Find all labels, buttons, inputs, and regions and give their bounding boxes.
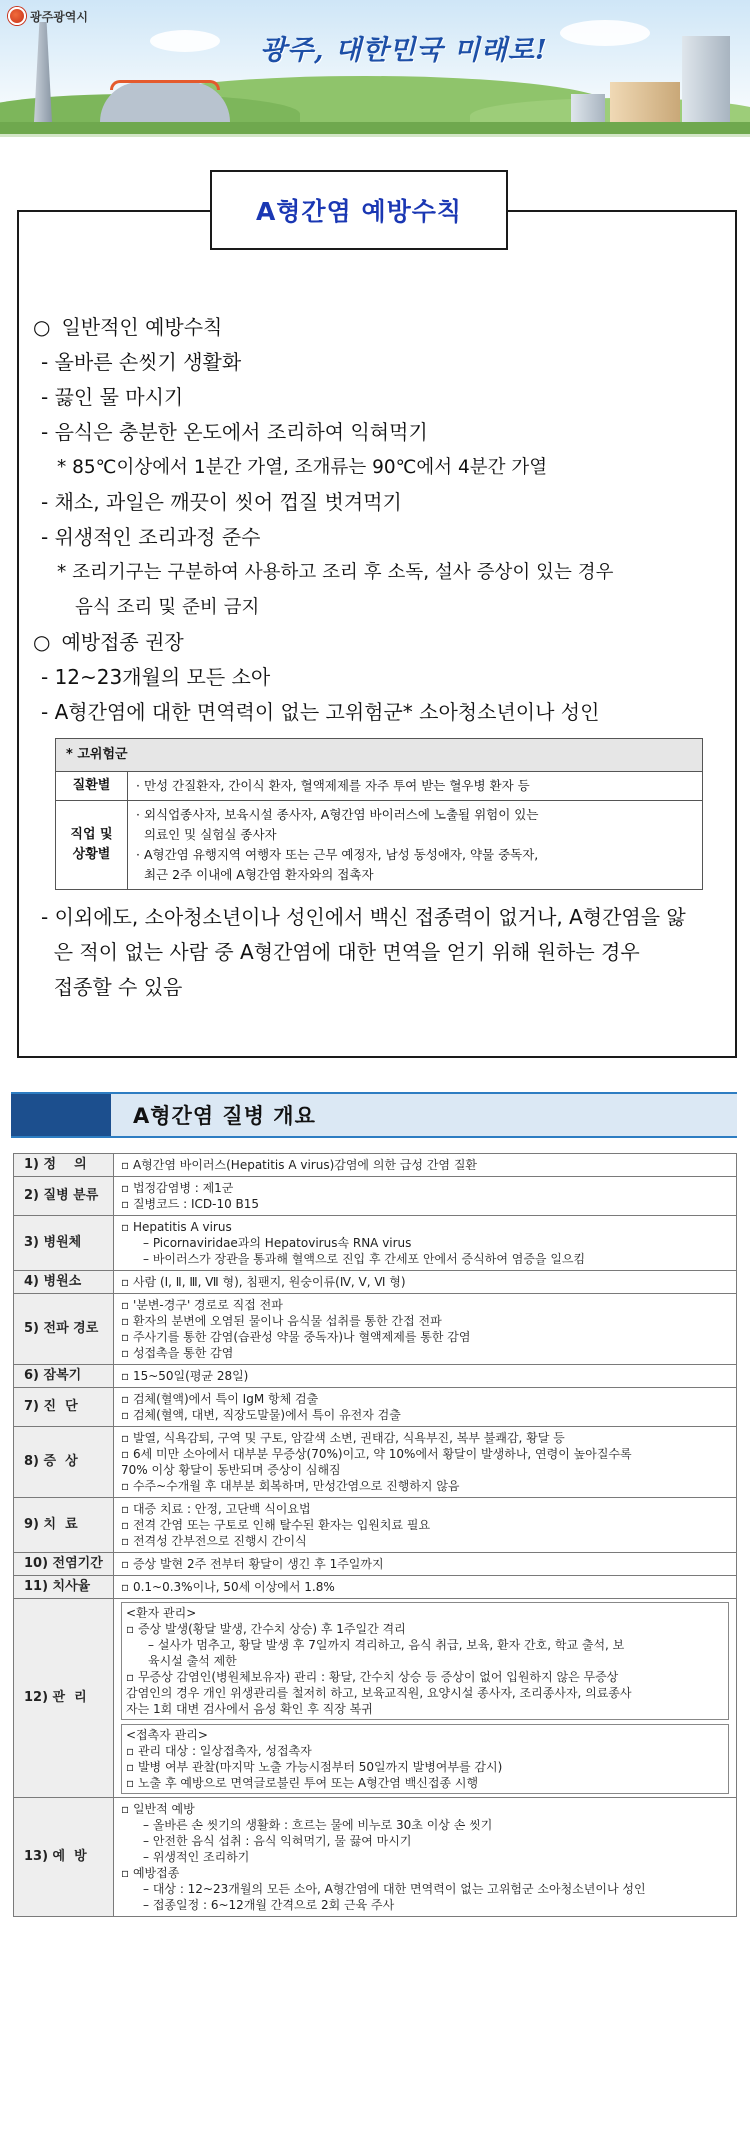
general-item: * 조리기구는 구분하여 사용하고 조리 후 소독, 설사 증상이 있는 경우 (57, 562, 614, 583)
overview-row (14, 1498, 737, 1553)
risk-row-disease (56, 772, 703, 801)
vaccine-item: - 12~23개월의 모든 소아 (41, 665, 271, 689)
overview-title: A형간염 질병 개요 (133, 1104, 316, 1128)
city-logo-text: 광주광역시 (30, 9, 88, 24)
city-logo[interactable] (8, 7, 88, 25)
ground-shape (0, 122, 750, 134)
overview-line: – 위생적인 조리하기 (143, 1850, 250, 1864)
overview-line: – 대상 : 12~23개월의 모든 소아, A형간염에 대한 면역력이 없는 고위험군 소아청소년이나 성인 (143, 1882, 646, 1896)
overview-line: ▫ '분변-경구' 경로로 직접 전파 (121, 1298, 283, 1312)
overview-title-bar (11, 1092, 737, 1138)
overview-line: ▫ 관리 대상 : 일상접촉자, 성접촉자 (126, 1744, 312, 1758)
overview-line: ▫ 사람 (Ⅰ, Ⅱ, Ⅲ, Ⅶ 형), 침팬지, 원숭이류(Ⅳ, Ⅴ, Ⅵ 형) (121, 1275, 406, 1289)
overview-line: 육시설 출석 제한 (148, 1654, 237, 1668)
overview-row-key: 10) 전염기간 (14, 1553, 114, 1576)
overview-line: ▫ A형간염 바이러스(Hepatitis A virus)감염에 의한 급성 간염 질환 (121, 1158, 478, 1172)
overview-line: ▫ 전격성 간부전으로 진행시 간이식 (121, 1534, 307, 1548)
risk-row-text: · 만성 간질환자, 간이식 환자, 혈액제제를 자주 투여 받는 혈우병 환자 등 (128, 772, 703, 801)
overview-line: ▫ Hepatitis A virus (121, 1220, 232, 1234)
overview-row-key: 12) 관 리 (14, 1599, 114, 1798)
tower-illustration (34, 22, 52, 122)
general-item: - 올바른 손씻기 생활화 (41, 350, 242, 374)
cloud-shape (150, 30, 220, 52)
overview-line: ▫ 6세 미만 소아에서 대부분 무증상(70%)이고, 약 10%에서 황달이 발생하나, 연령이 높아질수록 (121, 1447, 632, 1461)
overview-row-value (114, 1154, 737, 1177)
overview-line: ▫ 증상 발생(황달 발생, 간수치 상승) 후 1주일간 격리 (126, 1622, 406, 1636)
closing-note (33, 900, 725, 1005)
overview-row-key: 11) 치사율 (14, 1576, 114, 1599)
overview-row (14, 1576, 737, 1599)
prevention-section (17, 170, 737, 1058)
overview-row (14, 1177, 737, 1216)
general-item: - 음식은 충분한 온도에서 조리하여 익혀먹기 (41, 420, 428, 444)
overview-row-key: 1) 정 의 (14, 1154, 114, 1177)
risk-row-text: · 외식업종사자, 보육시설 종사자, A형간염 바이러스에 노출될 위험이 있는 의료인 및 실험실 종사자 · A형간염 유행지역 여행자 또는 근무 예정자, 남성 동성애자, 약물 중독자, 최근 2주 이내에 A형간염 환자와의 접촉자 (128, 801, 703, 890)
overview-line: – Picornaviridae과의 Hepatovirus속 RNA virus (143, 1236, 412, 1250)
overview-line: – 올바른 손 씻기의 생활화 : 흐르는 물에 비누로 30초 이상 손 씻기 (143, 1818, 493, 1832)
overview-line: ▫ 질병코드 : ICD-10 B15 (121, 1197, 260, 1211)
vaccine-heading: ○ 예방접종 권장 (33, 625, 725, 660)
overview-row-value (114, 1798, 737, 1917)
overview-row-value (114, 1177, 737, 1216)
overview-row (14, 1553, 737, 1576)
overview-line: <접촉자 관리> (126, 1728, 208, 1742)
overview-row-key: 13) 예 방 (14, 1798, 114, 1917)
overview-row-key: 4) 병원소 (14, 1271, 114, 1294)
overview-row-key: 6) 잠복기 (14, 1365, 114, 1388)
risk-table-header: * 고위험군 (56, 739, 703, 772)
general-heading: ○ 일반적인 예방수칙 (33, 310, 725, 345)
overview-row-key: 2) 질병 분류 (14, 1177, 114, 1216)
overview-row-value (114, 1576, 737, 1599)
overview-line: ▫ 성접촉을 통한 감염 (121, 1346, 234, 1360)
overview-line: ▫ 검체(혈액)에서 특이 IgM 항체 검출 (121, 1392, 319, 1406)
overview-line: 70% 이상 황달이 동반되며 증상이 심해짐 (121, 1463, 341, 1477)
prevention-title: A형간염 예방수칙 (210, 170, 508, 250)
overview-row-value (114, 1388, 737, 1427)
overview-row-key: 9) 치 료 (14, 1498, 114, 1553)
vaccine-list (33, 660, 725, 730)
banner-slogan: 광주, 대한민국 미래로! (260, 35, 548, 66)
general-item: - 채소, 과일은 깨끗이 씻어 껍질 벗겨먹기 (41, 490, 402, 514)
overview-row-value (114, 1427, 737, 1498)
overview-row (14, 1427, 737, 1498)
overview-line: <환자 관리> (126, 1606, 197, 1620)
overview-line: – 바이러스가 장관을 통과해 혈액으로 진입 후 간세포 안에서 증식하여 염증을 일으킴 (143, 1252, 586, 1266)
overview-line: ▫ 15~50일(평균 28일) (121, 1369, 249, 1383)
overview-row (14, 1365, 737, 1388)
closing-line: - 이외에도, 소아청소년이나 성인에서 백신 접종력이 없거나, A형간염을 앓 (41, 905, 686, 929)
overview-row (14, 1216, 737, 1271)
header-banner (0, 0, 750, 137)
overview-row (14, 1271, 737, 1294)
closing-line: 은 적이 없는 사람 중 A형간염에 대한 면역을 얻기 위해 원하는 경우 (41, 940, 640, 964)
overview-row-value (114, 1294, 737, 1365)
overview-row-key: 7) 진 단 (14, 1388, 114, 1427)
overview-row (14, 1798, 737, 1917)
closing-line: 접종할 수 있음 (41, 975, 183, 999)
overview-line: – 설사가 멈추고, 황달 발생 후 7일까지 격리하고, 음식 취급, 보육, 환자 간호, 학교 출석, 보 (148, 1638, 625, 1652)
overview-line: ▫ 노출 후 예방으로 면역글로불린 투여 또는 A형간염 백신접종 시행 (126, 1776, 479, 1790)
overview-line: ▫ 발열, 식욕감퇴, 구역 및 구토, 암갈색 소변, 권태감, 식욕부진, 복부 불쾌감, 황달 등 (121, 1431, 565, 1445)
risk-row-label: 질환별 (56, 772, 128, 801)
overview-line: 자는 1회 대변 검사에서 음성 확인 후 직장 복귀 (126, 1702, 373, 1716)
overview-line: ▫ 수주~수개월 후 대부분 회복하며, 만성간염으로 진행하지 않음 (121, 1479, 460, 1493)
overview-row-value (114, 1498, 737, 1553)
building-illustration (571, 94, 605, 122)
overview-line: 감염인의 경우 개인 위생관리를 철저히 하고, 보육교직원, 요양시설 종사자, 조리종사자, 의료종사 (126, 1686, 632, 1700)
overview-line: ▫ 발병 여부 관찰(마지막 노출 가능시점부터 50일까지 발병여부를 감시) (126, 1760, 503, 1774)
general-item: * 85℃이상에서 1분간 가열, 조개류는 90℃에서 4분간 가열 (57, 457, 548, 478)
risk-row-occupation (56, 801, 703, 890)
general-list (33, 345, 725, 625)
overview-row (14, 1294, 737, 1365)
overview-row-value (114, 1216, 737, 1271)
vaccine-item: - A형간염에 대한 면역력이 없는 고위험군* 소아청소년이나 성인 (41, 700, 600, 724)
risk-group-table (55, 738, 703, 890)
title-accent-bar (11, 1094, 111, 1136)
overview-row-key: 5) 전파 경로 (14, 1294, 114, 1365)
dome-ring-illustration (110, 80, 220, 90)
circle-bullet-icon: ○ (33, 630, 51, 654)
overview-line: ▫ 법정감염병 : 제1군 (121, 1181, 234, 1195)
overview-line: – 안전한 음식 섭취 : 음식 익혀먹기, 물 끓여 마시기 (143, 1834, 412, 1848)
overview-line: ▫ 일반적 예방 (121, 1802, 195, 1816)
building-illustration (610, 82, 680, 122)
overview-line: ▫ 대증 치료 : 안정, 고단백 식이요법 (121, 1502, 311, 1516)
overview-line: ▫ 증상 발현 2주 전부터 황달이 생긴 후 1주일까지 (121, 1557, 384, 1571)
general-item: - 끓인 물 마시기 (41, 385, 184, 409)
overview-row-value (114, 1599, 737, 1798)
overview-line: ▫ 전격 간염 또는 구토로 인해 탈수된 환자는 입원치료 필요 (121, 1518, 431, 1532)
overview-line: – 접종일정 : 6~12개월 간격으로 2회 근육 주사 (143, 1898, 395, 1912)
city-emblem-icon (8, 7, 26, 25)
overview-row (14, 1154, 737, 1177)
general-item: 음식 조리 및 준비 금지 (75, 597, 260, 618)
overview-row-value (114, 1365, 737, 1388)
overview-row (14, 1388, 737, 1427)
risk-row-label: 직업 및 상황별 (56, 801, 128, 890)
overview-line: ▫ 무증상 감염인(병원체보유자) 관리 : 황달, 간수치 상승 등 증상이 없어 입원하지 않은 무증상 (126, 1670, 619, 1684)
disease-overview-table (13, 1153, 737, 1917)
overview-line: ▫ 예방접종 (121, 1866, 180, 1880)
overview-line: ▫ 환자의 분변에 오염된 물이나 음식물 섭취를 통한 간접 전파 (121, 1314, 442, 1328)
circle-bullet-icon: ○ (33, 315, 51, 339)
overview-row-value (114, 1271, 737, 1294)
cloud-shape (560, 20, 650, 46)
general-item: - 위생적인 조리과정 준수 (41, 525, 261, 549)
overview-row-value (114, 1553, 737, 1576)
overview-line: ▫ 주사기를 통한 감염(습관성 약물 중독자)나 혈액제제를 통한 감염 (121, 1330, 471, 1344)
overview-row-key: 8) 증 상 (14, 1427, 114, 1498)
overview-line: ▫ 0.1~0.3%이나, 50세 이상에서 1.8% (121, 1580, 335, 1594)
prevention-content (33, 310, 725, 1005)
overview-row-key: 3) 병원체 (14, 1216, 114, 1271)
city-hall-illustration (682, 36, 730, 122)
overview-line: ▫ 검체(혈액, 대변, 직장도말물)에서 특이 유전자 검출 (121, 1408, 401, 1422)
overview-row (14, 1599, 737, 1798)
